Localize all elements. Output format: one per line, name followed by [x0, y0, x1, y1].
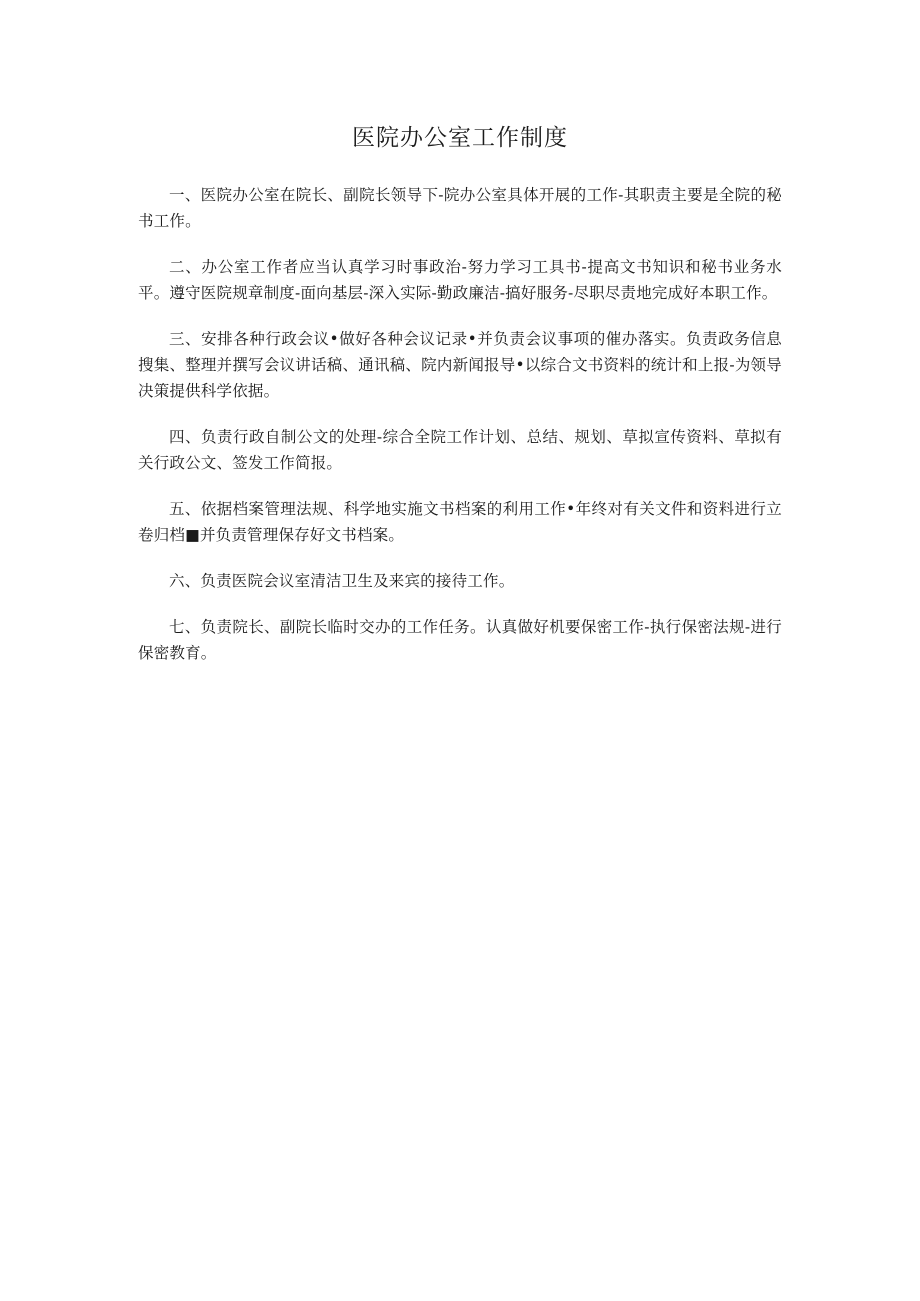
paragraph-5: 五、依据档案管理法规、科学地实施文书档案的利用工作•年终对有关文件和资料进行立卷归档■并负责管理保存好文书档案。 [138, 500, 782, 544]
paragraph-7: 七、负责院长、副院长临时交办的工作任务。认真做好机要保密工作-执行保密法规-进行保密教育。 [138, 618, 782, 662]
paragraph-1: 一、医院办公室在院长、副院长领导下-院办公室具体开展的工作-其职责主要是全院的秘书工作。 [138, 186, 782, 230]
paragraph-4: 四、负责行政自制公文的处理-综合全院工作计划、总结、规划、草拟宣传资料、草拟有关行政公文、签发工作简报。 [138, 428, 782, 472]
document-title: 医院办公室工作制度 [352, 125, 568, 151]
paragraph-6: 六、负责医院会议室清洁卫生及来宾的接待工作。 [169, 572, 515, 590]
paragraph-2: 二、办公室工作者应当认真学习时事政治-努力学习工具书-提高文书知识和秘书业务水平。遵守医院规章制度-面向基层-深入实际-勤政廉洁-搞好服务-尽职尽责地完成好本职工作。 [138, 258, 782, 302]
paragraph-3: 三、安排各种行政会议•做好各种会议记录•并负责会议事项的催办落实。负责政务信息搜集、整理并撰写会议讲话稿、通讯稿、院内新闻报导•以综合文书资料的统计和上报-为领导决策提供科学依据。 [138, 330, 782, 400]
